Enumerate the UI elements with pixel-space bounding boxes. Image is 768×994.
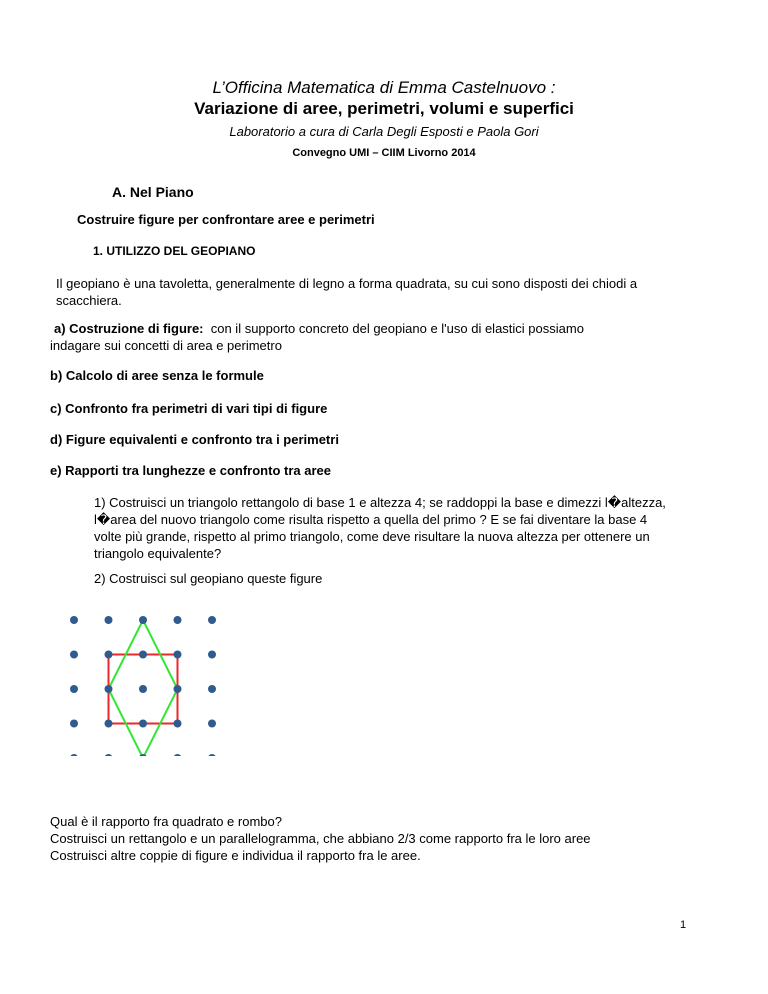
intro-line2: scacchiera.	[56, 293, 122, 308]
question-3: Costruisci altre coppie di figure e individua il rapporto fra le aree.	[50, 848, 421, 863]
geoboard-peg	[208, 754, 216, 756]
geoboard-peg	[105, 685, 113, 693]
exercise-2: 2) Costruisci sul geopiano queste figure	[94, 571, 323, 586]
doc-subtitle: Laboratorio a cura di Carla Degli Esposti e Paola Gori	[229, 124, 539, 139]
geoboard-peg	[105, 616, 113, 624]
doc-title-line1: L’Officina Matematica di Emma Castelnuovo :	[212, 78, 556, 97]
subsection-heading: 1. UTILIZZO DEL GEOPIANO	[93, 244, 256, 258]
geoboard-peg	[139, 616, 147, 624]
section-heading: Costruire figure per confrontare aree e perimetri	[77, 212, 375, 227]
geoboard-peg	[105, 651, 113, 659]
geoboard-peg	[70, 685, 78, 693]
geoboard-peg	[139, 651, 147, 659]
geoboard-peg	[174, 720, 182, 728]
geoboard-peg	[208, 616, 216, 624]
conference-line: Convegno UMI – CIIM Livorno 2014	[292, 147, 476, 159]
exercise-1-line3: volte più grande, rispetto al primo triangolo, come deve risultare la nuova altezza per ottenere un	[94, 529, 650, 544]
item-a-text2: indagare sui concetti di area e perimetro	[50, 338, 282, 353]
geoboard-peg	[105, 754, 113, 756]
geoboard-peg	[70, 651, 78, 659]
geoboard-peg	[174, 685, 182, 693]
exercise-1-line1: 1) Costruisci un triangolo rettangolo di base 1 e altezza 4; se raddoppi la base e dimezzi l�altezza,	[94, 495, 666, 510]
geoboard-peg	[174, 616, 182, 624]
geoboard-figure	[60, 606, 230, 756]
item-e: e) Rapporti tra lunghezze e confronto tra aree	[50, 463, 331, 478]
item-a-label: a) Costruzione di figure:	[54, 321, 204, 336]
section-a-heading: A. Nel Piano	[112, 184, 194, 200]
geoboard-peg	[208, 720, 216, 728]
geoboard-peg	[208, 651, 216, 659]
item-b: b) Calcolo di aree senza le formule	[50, 368, 264, 383]
doc-title-line2: Variazione di aree, perimetri, volumi e superfici	[194, 99, 574, 118]
geoboard-peg	[70, 616, 78, 624]
questions-block	[50, 813, 591, 864]
exercise-1-line2: l�area del nuovo triangolo come risulta rispetto a quella del primo ? E se fai diventare la base 4	[94, 512, 648, 527]
geoboard-peg	[174, 754, 182, 756]
geoboard-peg	[70, 754, 78, 756]
exercise-1-line4: triangolo equivalente?	[94, 546, 222, 561]
geoboard-peg	[174, 651, 182, 659]
geoboard-peg	[105, 720, 113, 728]
geoboard-peg	[139, 720, 147, 728]
exercise-1	[94, 494, 666, 562]
intro-paragraph	[56, 275, 637, 309]
geoboard-peg	[70, 720, 78, 728]
intro-line1: Il geopiano è una tavoletta, generalmente di legno a forma quadrata, su cui sono disposti dei chiodi a	[56, 276, 638, 291]
page-number: 1	[680, 919, 687, 931]
item-a-paragraph	[50, 320, 584, 354]
item-a-text1: con il supporto concreto del geopiano e l'uso di elastici possiamo	[210, 321, 584, 336]
question-1: Qual è il rapporto fra quadrato e rombo?	[50, 814, 282, 829]
geoboard-peg	[139, 685, 147, 693]
item-c: c) Confronto fra perimetri di vari tipi di figure	[50, 401, 328, 416]
item-d: d) Figure equivalenti e confronto tra i perimetri	[50, 432, 339, 447]
geoboard-peg	[208, 685, 216, 693]
question-2: Costruisci un rettangolo e un parallelogramma, che abbiano 2/3 come rapporto fra le loro aree	[50, 831, 591, 846]
